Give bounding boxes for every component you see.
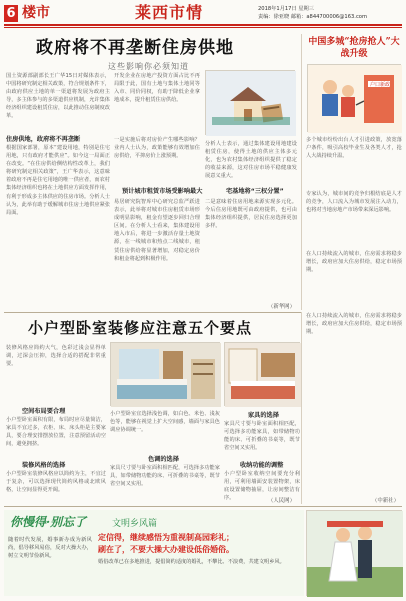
wedding-photo <box>306 510 402 596</box>
feature-column: 文明乡风篇 <box>112 519 158 529</box>
sidebar-body-4: 在人口持续流入的城市，住房需求将稳步增长，政府应加大住房供给，稳定市场预期。 <box>306 313 402 336</box>
column-divider-2 <box>301 312 302 504</box>
article-1-body-2b: 一是实施后将对房价产生哪些影响？业内人士认为，政策能够有效增加住房供给，平抑房价上涨预期。 <box>114 137 200 160</box>
article-2-body-2: 小户型卧室装修风格应以简约为主，不宜过于复杂，可以选择现代简约风格或北欧风格，让空间显得更开阔。 <box>6 471 106 494</box>
article-1-title: 政府将不再垄断住房供地 <box>36 38 234 58</box>
sidebar-source: （中新社） <box>372 498 399 504</box>
feature-body: 随着时代发展，婚事新办成为新风尚，倡导移风易俗，反对大操大办，树立文明节俭新风。 <box>8 537 92 560</box>
feature-body-2: 婚俗改革已在多地推进，提倡简约适度的婚礼，不攀比、不浪费，共建文明乡风。 <box>98 559 285 565</box>
feature-banner-2: 刷在了，不要大操大办建设低俗婚俗。 <box>98 545 234 554</box>
header-rule-thin <box>4 27 402 28</box>
svg-text:户口新政: 户口新政 <box>370 82 391 88</box>
sidebar-body-2: 专家认为，城市间的竞争归根结底是人才的竞争，人口流入为城市发展注入动力，也将对当地房地产市场带来深远影响。 <box>306 191 402 214</box>
article-2-subhead-3: 色调的选择 <box>148 456 179 463</box>
bedroom-photo <box>110 342 220 406</box>
sidebar-illustration <box>307 64 401 132</box>
section-divider <box>4 312 301 313</box>
article-1-body-2: 开发企业在房地产投资方面占比不再局限于此，国有土地与集体土地同等入市、同价同权，有助于降低企业拿地成本，提升租赁住房供给。 <box>114 73 200 104</box>
section-title: 楼市 <box>22 5 50 21</box>
article-1-source: （新华网） <box>268 304 295 310</box>
article-1-photo <box>205 70 295 135</box>
article-1-subhead-2: 预计城市租赁市场受影响最大 <box>122 188 203 195</box>
article-2-body-4: 家具尺寸要与卧室面积相匹配，可选择多功能家具，如带储物功能的床、可折叠的书桌等，既节省空间又实用。 <box>110 465 220 488</box>
article-2-subhead-5: 收纳功能的调整 <box>240 462 284 469</box>
article-2-source: （人民网） <box>268 498 295 504</box>
article-2-subhead-4: 家具的选择 <box>248 412 279 419</box>
feature-divider <box>4 506 402 507</box>
bedroom-photo-2 <box>224 342 300 406</box>
article-2-subhead-2: 装修风格的选择 <box>22 462 66 469</box>
sidebar-body-3: 在人口持续流入的城市，住房需求将稳步增长，政府应加大住房供给，稳定市场预期。 <box>306 251 402 274</box>
article-2-subhead-1: 空间布局要合理 <box>22 408 66 415</box>
feature-banner-1: 定信得，继续感悟为重视制高园彩礼； <box>98 533 234 542</box>
feature-tag: 你慢得·别忘了 <box>10 515 87 529</box>
article-2-body-3: 小户型卧室宜选择浅色调，如白色、米色、浅灰色等，能够在视觉上扩大空间感，墙面与家具色调应协调统一。 <box>110 411 220 434</box>
editor-info: 责编：徐亚晓 邮箱：a844700006@163.com <box>258 14 368 20</box>
article-1-subtitle: 这些影响你必须知道 <box>108 62 189 71</box>
article-1-body-1: 根据国家部署，原本“建设用地，特别是住宅用地，只有政府才能供应”。如今这一局面正在改变。“在住房供给侧结构性改革上，我们将研究制定相关政策”，王广华表示，这意味着政府不再是住宅用地的唯一供应者，而农村集体经济组织也将在土地供应方面发挥作用，有利于形成多主体供应的住房市场。分析人士认为，此举有助于缓解城市住房土地供应紧张局面。 <box>6 145 110 216</box>
article-2-title: 小户型卧室装修应注意五个要点 <box>28 319 253 337</box>
article-2-intro: 装修风格应简约大气，色彩过浅会显得单调，过深会压抑，选择合适的搭配非常重要。 <box>6 345 106 368</box>
article-1-body-4: 分析人士表示，通过集体建设用地建设租赁住房，使得土地的供应主体多元化，也为农村集体经济组织提供了稳定的收益来源，这对住房市场平稳健康发展意义重大。 <box>205 141 297 180</box>
issue-date: 2018年1月17日 星期三 <box>258 6 314 12</box>
article-2-body-1: 小户型卧室面积有限，布局时应尽量简洁，家具不宜过多，衣柜、床、床头柜是主要家具，要合理安排摆放位置，注意预留活动空间，避免拥挤。 <box>6 417 106 448</box>
sidebar-body-1: 多个城市纷纷出台人才引进政策，放宽落户条件，吸引高校毕业生及各类人才，抢人大战持续升温。 <box>306 137 402 160</box>
article-1-intro: 国土资源部副部长王广华15日对媒体表示，中国将研究制定相关政策，符合规划条件下，由政府供应土地的单一渠道将发展为政府主导，多主体参与的多渠道供应机制，允许集体经济组织建设租赁住房，以此推动住房制度改革。 <box>6 73 110 120</box>
newspaper-name: 莱西市情 <box>135 3 204 22</box>
article-2-body-6: 小户型卧室收纳空间要充分利用，可利用墙面安装置物架，床底设置储物抽屉，让房间整洁有序。 <box>224 471 300 502</box>
sidebar-title: 中国多城“抢房抢人”大战升级 <box>308 37 400 59</box>
article-1-body-3: 易居研究院智库中心研究总监严跃进表示，此举将对城市住房租赁市场形成明显影响，租金有望逐步回归合理区间。在分析人士看来，集体建设用地入市后，将进一步激活存量土地资源，在一线城市和热点二线城市，租赁住房供给将显著增加，对稳定房价和租金将起到积极作用。 <box>114 199 200 262</box>
article-1-subhead-3: 宅基地将“三权分置” <box>226 188 284 195</box>
column-divider <box>301 34 302 310</box>
article-1-body-6: 二是意味着住房用地来源实现多元化。今后住房用地既可由政府提供，也可由集体经济组织提供，居民住房选择更加多样。 <box>205 199 297 230</box>
page-number: 6 <box>4 5 18 22</box>
article-2-body-5: 家具尺寸要与卧室面积相匹配，可选择多功能家具，如带储物功能的床、可折叠的书桌等，既节省空间又实用。 <box>224 421 300 452</box>
header-rule <box>4 24 402 26</box>
article-1-subhead-1: 住房供地，政府将不再垄断 <box>6 136 81 143</box>
